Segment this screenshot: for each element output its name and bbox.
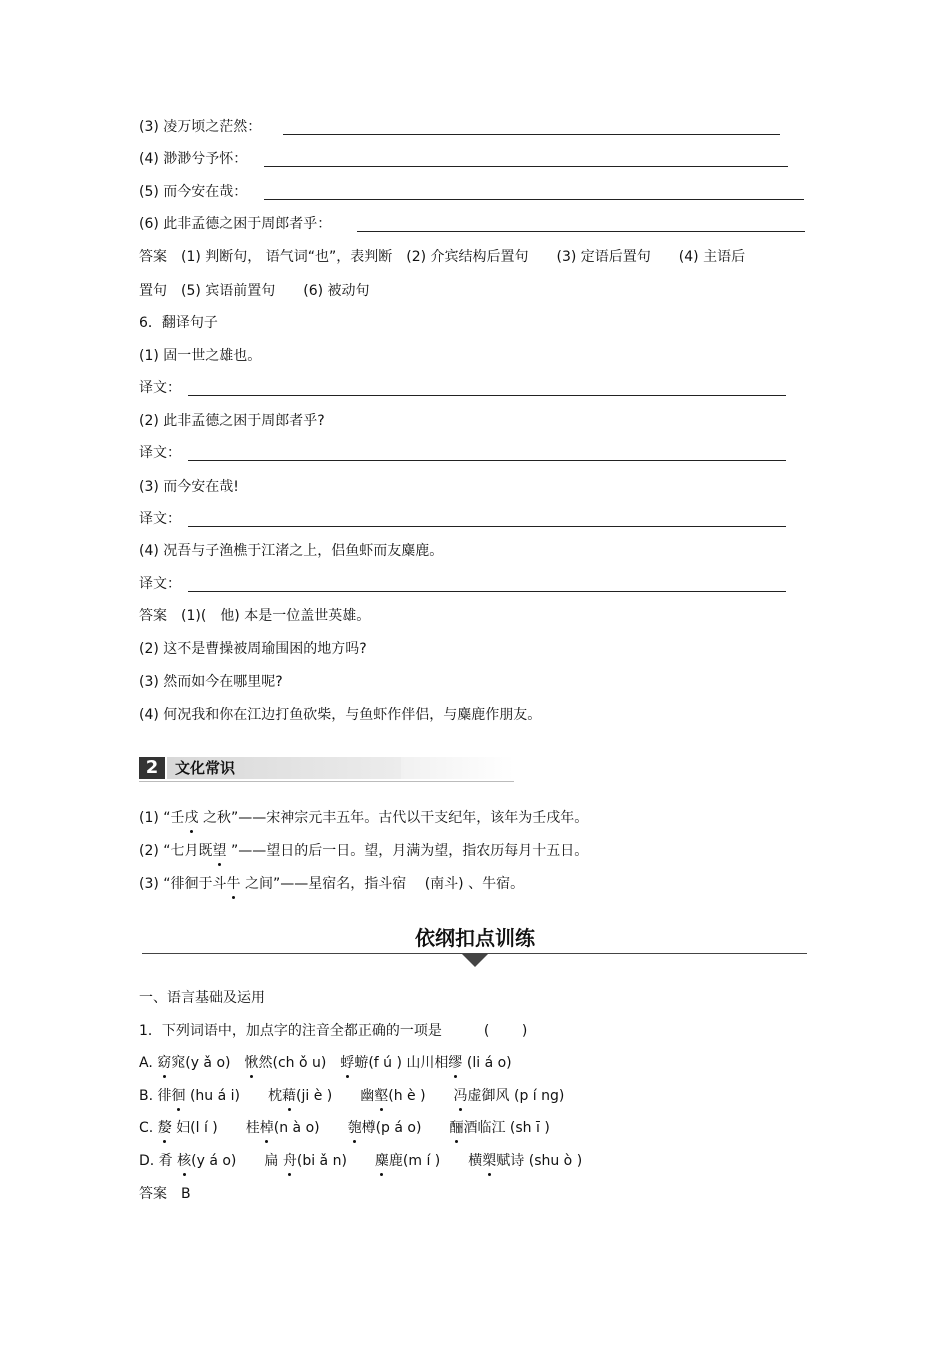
culture-item-2-pre: (2) “七月既 bbox=[139, 843, 213, 859]
option-text: 樽(p á o) bbox=[361, 1120, 450, 1136]
option-text: B. 徘 bbox=[139, 1088, 172, 1104]
question-6-title: 6．翻译句子 bbox=[139, 315, 218, 331]
option-text: 窕(y ǎ o) bbox=[171, 1055, 245, 1071]
option-text: 蝣(f ú ) 山川相 bbox=[354, 1055, 449, 1071]
answer-6-line3: (3) 然而如今在哪里呢? bbox=[139, 674, 283, 690]
dotted-char: 望 bbox=[212, 843, 227, 859]
option-text: (y á o) 扁 bbox=[191, 1153, 283, 1169]
option-text: (n à o) bbox=[273, 1120, 348, 1136]
translation-label: 译文： bbox=[139, 576, 181, 592]
option-text: 虚御风 (p í ng) bbox=[467, 1088, 565, 1104]
option-text: C. bbox=[139, 1120, 158, 1136]
translation-blank-1[interactable] bbox=[188, 395, 786, 396]
item-5-answer-blank[interactable] bbox=[264, 199, 804, 200]
dotted-char: 缪 bbox=[448, 1055, 463, 1071]
dotted-char: 戌 bbox=[184, 810, 199, 826]
culture-item-3-pre: (3) “徘徊于斗 bbox=[139, 876, 227, 892]
dotted-char: 壑 bbox=[374, 1088, 389, 1104]
q6-item-2: (2) 此非孟德之困于周郎者乎? bbox=[139, 413, 325, 429]
section-heading-culture bbox=[139, 757, 514, 782]
dotted-char: 嫠 bbox=[157, 1120, 172, 1136]
item-6-answer-blank[interactable] bbox=[357, 231, 805, 232]
answer-6-line4: (4) 何况我和你在江边打鱼砍柴，与鱼虾作伴侣，与麋鹿作朋友。 bbox=[139, 707, 542, 723]
dotted-char: 匏 bbox=[347, 1120, 362, 1136]
dotted-char: 槊 bbox=[482, 1153, 497, 1169]
culture-item-1-pre: (1) “壬 bbox=[139, 810, 185, 826]
option-text: (li á o) bbox=[462, 1055, 512, 1071]
answer-5-line2: 置句 (5) 宾语前置句 (6) 被动句 bbox=[139, 283, 370, 299]
translation-blank-2[interactable] bbox=[188, 460, 786, 461]
answer-6-line1: 答案 (1)( 他) 本是一位盖世英雄。 bbox=[139, 608, 371, 624]
option-text: D. 肴 bbox=[139, 1153, 178, 1169]
translation-blank-3[interactable] bbox=[188, 526, 786, 527]
dotted-char: 棹 bbox=[259, 1120, 274, 1136]
option-text: 鹿(m í ) 横 bbox=[388, 1153, 483, 1169]
item-3-answer-blank[interactable] bbox=[283, 134, 780, 135]
q6-item-1: (1) 固一世之雄也。 bbox=[139, 348, 262, 364]
culture-item-2 bbox=[139, 841, 588, 861]
q6-item-4: (4) 况吾与子渔樵于江渚之上，侣鱼虾而友麋鹿。 bbox=[139, 543, 444, 559]
dotted-char: 冯 bbox=[453, 1088, 468, 1104]
answer-5-line1: 答案 (1) 判断句， 语气词“也”，表判断 (2) 介宾结构后置句 (3) 定语后置句 (4) 主语后 bbox=[139, 249, 746, 265]
part-1-heading: 一、语言基础及运用 bbox=[139, 990, 265, 1006]
dotted-char: 藉 bbox=[282, 1088, 297, 1104]
item-5-label: (5) 而今安在哉： bbox=[139, 184, 248, 200]
option-text: 酒临江 (sh ī ) bbox=[463, 1120, 550, 1136]
dotted-char: 舟 bbox=[282, 1153, 297, 1169]
dotted-char: 酾 bbox=[449, 1120, 464, 1136]
option-c[interactable] bbox=[139, 1118, 550, 1138]
item-3-label: (3) 凌万顷之茫然： bbox=[139, 119, 262, 135]
dotted-char: 愀 bbox=[244, 1055, 259, 1071]
option-text: 然(ch ǒ u) bbox=[258, 1055, 341, 1071]
translation-label: 译文： bbox=[139, 380, 181, 396]
translation-label: 译文： bbox=[139, 445, 181, 461]
q6-item-3: (3) 而今安在哉! bbox=[139, 479, 239, 495]
option-b[interactable] bbox=[139, 1086, 564, 1106]
culture-item-2-post: ”——望日的后一日。望，月满为望，指农历每月十五日。 bbox=[226, 843, 589, 859]
option-text: A. bbox=[139, 1055, 158, 1071]
option-text: (hu á i) 枕 bbox=[185, 1088, 283, 1104]
culture-item-3 bbox=[139, 874, 524, 894]
item-4-answer-blank[interactable] bbox=[264, 166, 788, 167]
culture-item-3-post: 之间”——星宿名，指斗宿 (南斗) 、牛宿。 bbox=[240, 876, 525, 892]
option-text: 妇(l í ) 桂 bbox=[171, 1120, 260, 1136]
option-text: (ji è ) 幽 bbox=[296, 1088, 375, 1104]
option-text: (h è ) bbox=[388, 1088, 454, 1104]
dotted-char: 牛 bbox=[226, 876, 241, 892]
option-d[interactable] bbox=[139, 1151, 582, 1171]
question-1-answer: 答案 B bbox=[139, 1186, 191, 1202]
dotted-char: 核 bbox=[177, 1153, 192, 1169]
translation-blank-4[interactable] bbox=[188, 591, 786, 592]
dotted-char: 徊 bbox=[171, 1088, 186, 1104]
option-a[interactable] bbox=[139, 1053, 512, 1073]
section-heading-fade bbox=[401, 757, 514, 779]
culture-item-1-post: 之秋”——宋神宗元丰五年。古代以干支纪年，该年为壬戌年。 bbox=[198, 810, 589, 826]
practice-banner-title: 依纲扣点训练 bbox=[415, 926, 535, 950]
dotted-char: 蜉 bbox=[340, 1055, 355, 1071]
dotted-char: 麋 bbox=[374, 1153, 389, 1169]
culture-item-1 bbox=[139, 808, 588, 828]
translation-label: 译文： bbox=[139, 511, 181, 527]
section-heading-label: 文化常识 bbox=[175, 759, 236, 777]
option-text: (bi ǎ n) bbox=[296, 1153, 375, 1169]
banner-triangle-icon bbox=[461, 953, 489, 967]
item-6-label: (6) 此非孟德之困于周郎者乎： bbox=[139, 216, 332, 232]
answer-6-line2: (2) 这不是曹操被周瑜围困的地方吗? bbox=[139, 641, 367, 657]
section-number-badge: 2 bbox=[139, 757, 165, 779]
item-4-label: (4) 渺渺兮予怀： bbox=[139, 151, 248, 167]
dotted-char: 窈 bbox=[157, 1055, 172, 1071]
option-text: 赋诗 (shu ò ) bbox=[496, 1153, 583, 1169]
question-1: 1．下列词语中，加点字的注音全都正确的一项是 ( ) bbox=[139, 1023, 528, 1039]
